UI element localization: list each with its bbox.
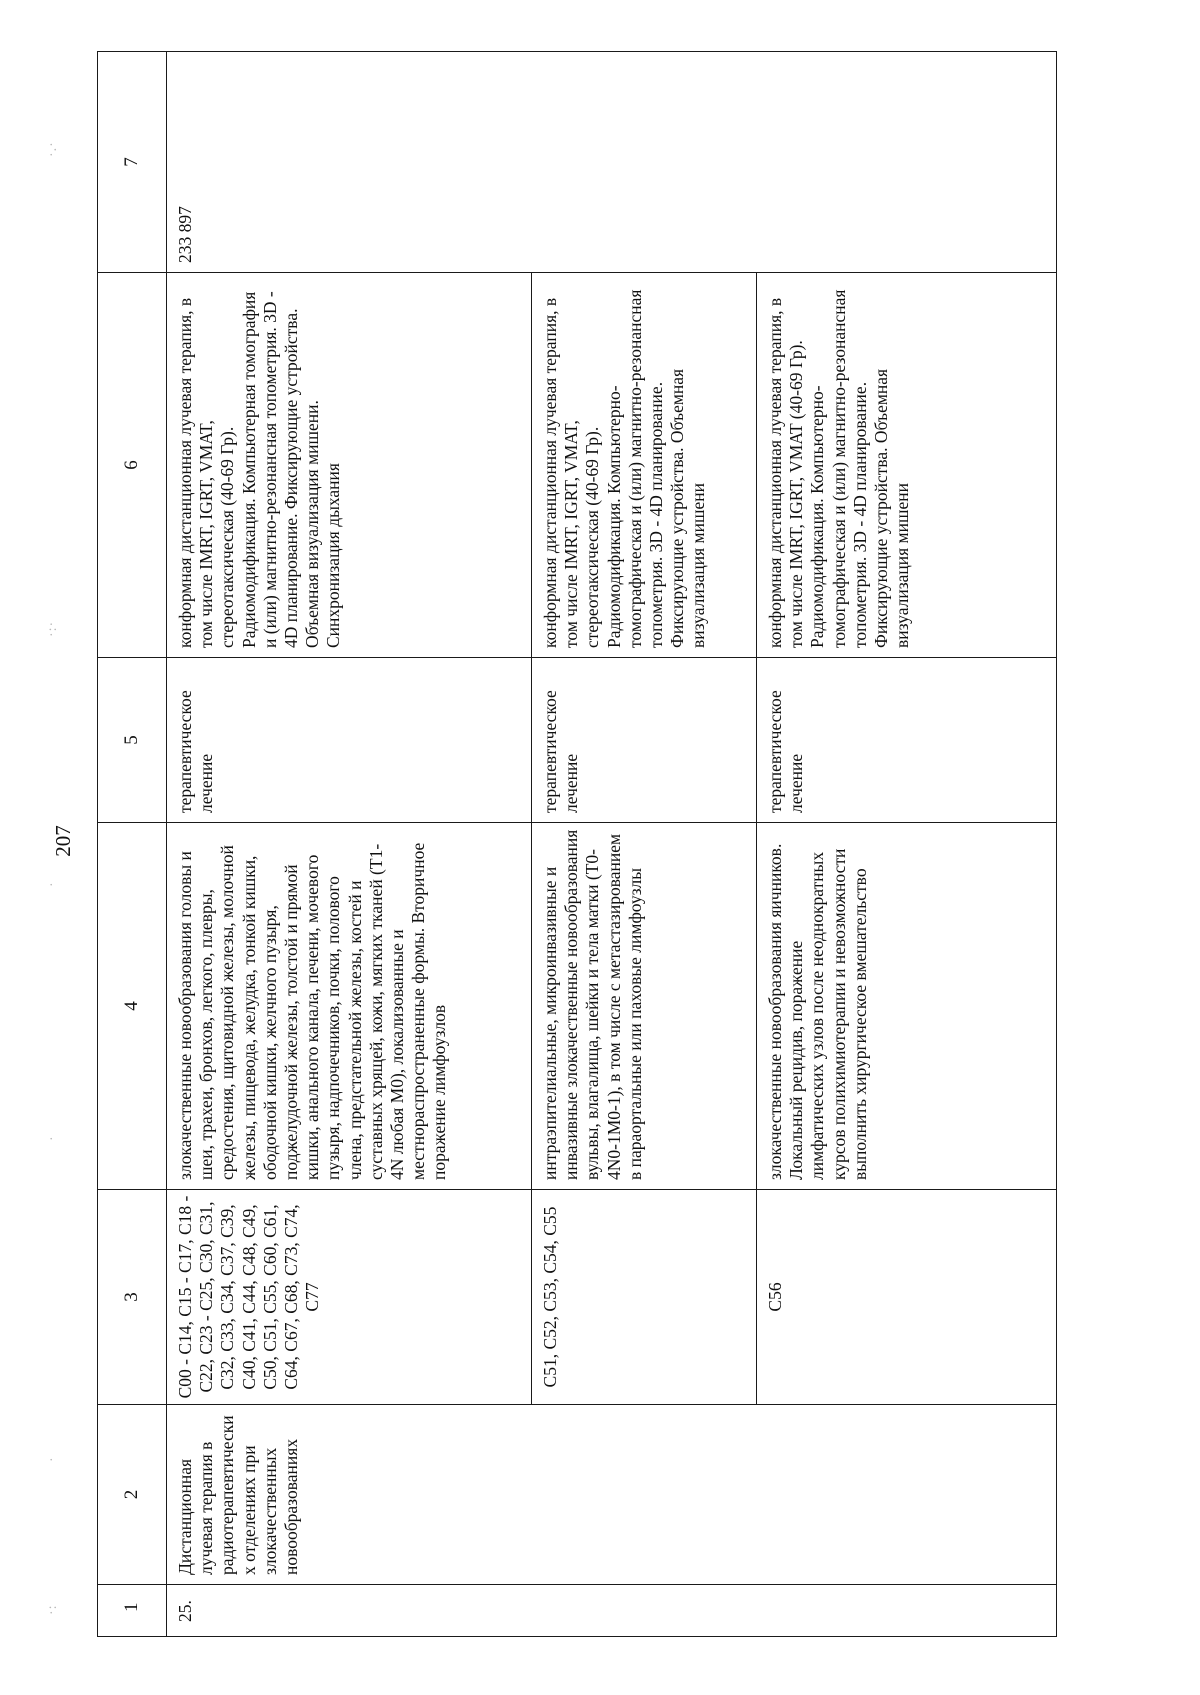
column-header-7: 7 [98, 52, 167, 273]
patient-model: интраэпителиальные, микроинвазивные и инвазивные злокачественные новообразования вульвы, влагалища, шейки и тела матки (T0-4N0-1M0-1), в том числе с метастазированием в параортальные или паховые лимфоузлы [532, 823, 757, 1190]
treatment-type: терапевтическое лечение [757, 658, 1057, 823]
table-row [167, 52, 532, 1637]
table-row [757, 52, 1057, 1637]
rotated-document-page [45, 52, 1057, 1637]
row-number: 25. [167, 1585, 1057, 1637]
column-header-1: 1 [98, 1585, 167, 1637]
treatment-type: терапевтическое лечение [532, 658, 757, 823]
column-header-3: 3 [98, 1190, 167, 1405]
treatment-type: терапевтическое лечение [167, 658, 532, 823]
scan-speck: ·:· [45, 620, 60, 637]
scan-speck: · [45, 1135, 60, 1141]
column-header-2: 2 [98, 1405, 167, 1585]
page-number: 207 [51, 825, 75, 857]
treatment-method: конформная дистанционная лучевая терапия, в том числе IMRT, IGRT, VMAT (40-69 Гр). Радиомодификация. Компьютерно-томографическая и (или) магнитно-резонансная топометрия. 3D - 4D планирование. Фиксирующие устройства. Объемная визуализация мишени [757, 273, 1057, 658]
method-name: Дистанционная лучевая терапия в радиотерапевтических отделениях при злокачественных новообразованиях [167, 1405, 1057, 1585]
tariff-value: 233 897 [167, 52, 1057, 273]
column-header-4: 4 [98, 823, 167, 1190]
patient-model: злокачественные новообразования головы и шеи, трахеи, бронхов, легкого, плевры, средостения, щитовидной железы, молочной железы, пищевода, желудка, тонкой кишки, ободочной кишки, желчного пузыря, поджелудочной железы, толстой и прямой кишки, анального канала, печени, мочевого пузыря, надпочечников, почки, полового члена, предстательной железы, костей и суставных хрящей, кожи, мягких тканей (Т1- 4N любая M0), локализованные и местнораспространенные формы. Вторичное поражение лимфоузлов [167, 823, 532, 1190]
scan-speck: ·: [45, 1604, 60, 1615]
diagnosis-codes: C00 - C14, C15 - C17, C18 - C22, C23 - C25, C30, C31, C32, C33, C34, C37, C39, C40, C41, C44, C48, C49, C50, C51, C55, C60, C61, C64, C67, C68, C73, C74, C77 [167, 1190, 532, 1405]
header-row [98, 52, 167, 1637]
diagnosis-codes: C56 [757, 1190, 1057, 1405]
medical-care-table [97, 51, 1057, 1637]
patient-model: злокачественные новообразования яичников. Локальный рецидив, поражение лимфатических узлов после неоднократных курсов полихимиотерапии и невозможности выполнить хирургическое вмешательство [757, 823, 1057, 1190]
scan-speck: · [45, 881, 60, 887]
scan-speck: ·.· [45, 141, 60, 157]
column-header-6: 6 [98, 273, 167, 658]
diagnosis-codes: C51, C52, C53, C54, C55 [532, 1190, 757, 1405]
table-row [532, 52, 757, 1637]
treatment-method: конформная дистанционная лучевая терапия, в том числе IMRT, IGRT, VMAT, стереотаксическая (40-69 Гр). Радиомодификация. Компьютерная томография и (или) магнитно-резонансная топометрия. 3D - 4D планирование. Фиксирующие устройства. Объемная визуализация мишени. Синхронизация дыхания [167, 273, 532, 658]
scan-speck: · [45, 1456, 60, 1462]
treatment-method: конформная дистанционная лучевая терапия, в том числе IMRT, IGRT, VMAT, стереотаксическая (40-69 Гр). Радиомодификация. Компьютерно-томографическая и (или) магнитно-резонансная топометрия. 3D - 4D планирование. Фиксирующие устройства. Объемная визуализация мишени [532, 273, 757, 658]
column-header-5: 5 [98, 658, 167, 823]
